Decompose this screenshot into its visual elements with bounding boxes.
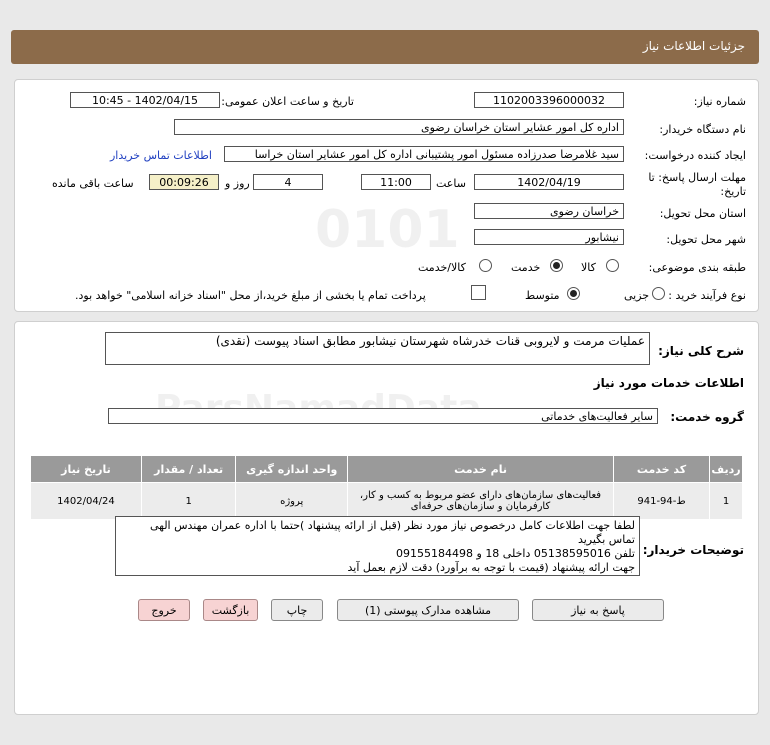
col-name: نام خدمت: [348, 456, 614, 483]
deadline-date-label: تاریخ:: [720, 185, 746, 198]
remaining-label: ساعت باقی مانده: [52, 177, 134, 190]
exit-button[interactable]: خروج: [138, 599, 190, 621]
category-label: طبقه بندی موضوعی:: [648, 261, 746, 274]
back-button[interactable]: بازگشت: [203, 599, 258, 621]
cell-name-line2: کارفرمایان و سازمان‌های حرفه‌ای: [410, 501, 551, 512]
province-label: استان محل تحویل:: [659, 207, 746, 220]
deadline-time-field: 11:00: [361, 174, 431, 190]
announce-label: تاریخ و ساعت اعلان عمومی:: [221, 95, 354, 108]
print-button[interactable]: چاپ: [271, 599, 323, 621]
page-title: جزئیات اطلاعات نیاز: [642, 39, 745, 53]
category-option-goods: کالا: [581, 261, 596, 274]
announce-field: 1402/04/15 - 10:45: [70, 92, 220, 108]
process-radio-minor[interactable]: [652, 287, 665, 300]
services-section-title: اطلاعات خدمات مورد نیاز: [593, 376, 744, 390]
buyer-notes-line1: لطفا جهت اطلاعات کامل درخصوص نیاز مورد نظر (قبل از ارائه پیشنهاد )حتما با اداره عمران مهندس الهی: [149, 519, 635, 532]
table-header-row: [31, 456, 743, 483]
deadline-label: مهلت ارسال پاسخ: تا: [648, 171, 746, 184]
buyer-notes-field: [115, 516, 640, 576]
category-option-service: خدمت: [511, 261, 541, 274]
remaining-time-field: 00:09:26: [149, 174, 219, 190]
need-no-label: شماره نیاز:: [693, 95, 746, 108]
requester-field: سید غلامرضا صدرزاده مسئول امور پشتیبانی اداره کل امور عشایر استان خراسا: [224, 146, 624, 162]
contact-info-link[interactable]: اطلاعات تماس خریدار: [110, 149, 212, 162]
cell-name-line1: فعالیت‌های سازمان‌های دارای عضو مربوط به کسب و کار،: [359, 490, 602, 501]
category-radio-service[interactable]: [550, 259, 563, 272]
treasury-checkbox[interactable]: [471, 285, 486, 300]
buyer-org-label: نام دستگاه خریدار:: [659, 123, 746, 136]
buyer-notes-label: توضیحات خریدار:: [642, 543, 744, 557]
city-label: شهر محل تحویل:: [666, 233, 746, 246]
attachments-button[interactable]: مشاهده مدارک پیوستی (1): [337, 599, 519, 621]
category-radio-goods[interactable]: [606, 259, 619, 272]
process-radio-medium[interactable]: [567, 287, 580, 300]
service-group-field: سایر فعالیت‌های خدماتی: [108, 408, 658, 424]
process-label: نوع فرآیند خرید :: [668, 289, 746, 302]
page-header: [11, 30, 759, 64]
cell-date: 1402/04/24: [31, 483, 142, 520]
table-row[interactable]: [31, 483, 743, 520]
col-row: ردیف: [710, 456, 743, 483]
payment-text: پرداخت تمام یا بخشی از مبلغ خرید،از محل "اسناد خزانه اسلامی" خواهد بود.: [75, 289, 426, 302]
services-table: [30, 455, 743, 520]
service-group-label: گروه خدمت:: [670, 410, 744, 424]
category-option-goods-service: کالا/خدمت: [418, 261, 466, 274]
col-unit: واحد اندازه گیری: [236, 456, 348, 483]
deadline-date-field: 1402/04/19: [474, 174, 624, 190]
days-label: روز و: [225, 177, 250, 190]
col-date: تاریخ نیاز: [31, 456, 142, 483]
buyer-notes-line2: تماس بگیرید: [577, 533, 635, 546]
cell-name: [348, 483, 614, 520]
category-radio-goods-service[interactable]: [479, 259, 492, 272]
province-field: خراسان رضوی: [474, 203, 624, 219]
cell-unit: پروژه: [236, 483, 348, 520]
summary-field: عملیات مرمت و لایروبی قنات خدرشاه شهرستان نیشابور مطابق اسناد پیوست (نقدی): [105, 332, 650, 365]
process-option-medium: متوسط: [525, 289, 560, 302]
time-label: ساعت: [436, 177, 466, 190]
city-field: نیشابور: [474, 229, 624, 245]
summary-label: شرح کلی نیاز:: [658, 344, 744, 358]
reply-button[interactable]: پاسخ به نیاز: [532, 599, 664, 621]
watermark-logo: 0101: [315, 200, 460, 260]
need-info-panel: [14, 79, 759, 312]
buyer-notes-line3: تلفن 05138595016 داخلی 18 و 09155184498: [396, 547, 635, 560]
buyer-notes-line4: جهت ارائه پیشنهاد (قیمت با توجه به برآورد) دقت لازم بعمل آید: [347, 561, 635, 574]
cell-qty: 1: [141, 483, 235, 520]
cell-row: 1: [710, 483, 743, 520]
buyer-org-field: اداره کل امور عشایر استان خراسان رضوی: [174, 119, 624, 135]
requester-label: ایجاد کننده درخواست:: [644, 149, 746, 162]
col-code: کد خدمت: [613, 456, 709, 483]
process-option-minor: جزیی: [624, 289, 650, 302]
need-no-field: 1102003396000032: [474, 92, 624, 108]
need-details-panel: [14, 321, 759, 715]
days-field: 4: [253, 174, 323, 190]
col-qty: تعداد / مقدار: [141, 456, 235, 483]
cell-code: ط-94-941: [613, 483, 709, 520]
